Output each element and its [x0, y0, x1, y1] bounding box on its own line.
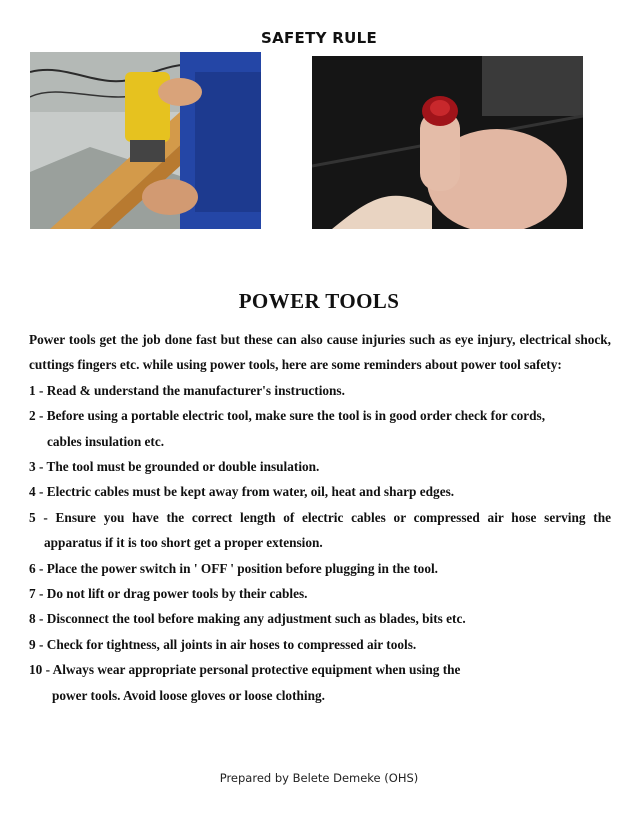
- rule-3-text: 3 - The tool must be grounded or double insulation.: [29, 459, 320, 475]
- rule-9: [29, 632, 611, 657]
- footer-credit: Prepared by Belete Demeke (OHS): [219, 771, 419, 785]
- intro-line-1: Power tools get the job done fast but these can also cause injuries such as eye injury,: [29, 332, 516, 347]
- rule-8: [29, 606, 611, 631]
- rule-7-text: 7 - Do not lift or drag power tools by their cables.: [29, 586, 308, 602]
- rule-5-continuation: apparatus if it is too short get a proper extension.: [44, 535, 323, 551]
- rule-1-text: 1 - Read & understand the manufacturer's instructions.: [29, 382, 345, 398]
- rule-2: [29, 403, 611, 454]
- rule-5: [29, 505, 611, 556]
- injured-thumb-photo: [312, 56, 583, 229]
- rules-list: [29, 378, 611, 708]
- rule-6-text: 6 - Place the power switch in ' OFF ' position before plugging in the tool.: [29, 560, 439, 576]
- rule-10: [29, 657, 611, 708]
- rule-9-text: 9 - Check for tightness, all joints in air hoses to compressed air tools.: [29, 636, 417, 652]
- rule-4-text: 4 - Electric cables must be kept away from water, oil, heat and sharp edges.: [29, 484, 455, 500]
- rule-4: [29, 479, 611, 504]
- intro-line-2: electrical shock, cuttings fingers etc. while using power tools, here are some reminders about: [29, 332, 611, 373]
- intro-paragraph: [29, 327, 611, 378]
- rule-3: [29, 454, 611, 479]
- body-text: [29, 327, 611, 708]
- rule-5-text: 5 - Ensure you have the correct length of electric cables or compressed air hose serving the: [29, 509, 611, 525]
- rule-7: [29, 581, 611, 606]
- page-title: SAFETY RULE: [260, 29, 378, 47]
- section-title: POWER TOOLS: [238, 289, 400, 313]
- rule-10-continuation: power tools. Avoid loose gloves or loose clothing.: [52, 687, 325, 703]
- rule-2-text: 2 - Before using a portable electric tool, make sure the tool is in good order check for cords,: [29, 408, 546, 424]
- rule-2-continuation: cables insulation etc.: [47, 433, 165, 449]
- rule-10-text: 10 - Always wear appropriate personal protective equipment when using the: [29, 662, 461, 678]
- rule-6: [29, 556, 611, 581]
- rule-1: [29, 378, 611, 403]
- intro-line-3: power tool safety:: [460, 357, 562, 373]
- jigsaw-photo: [30, 52, 261, 229]
- rule-8-text: 8 - Disconnect the tool before making any adjustment such as blades, bits etc.: [29, 611, 466, 627]
